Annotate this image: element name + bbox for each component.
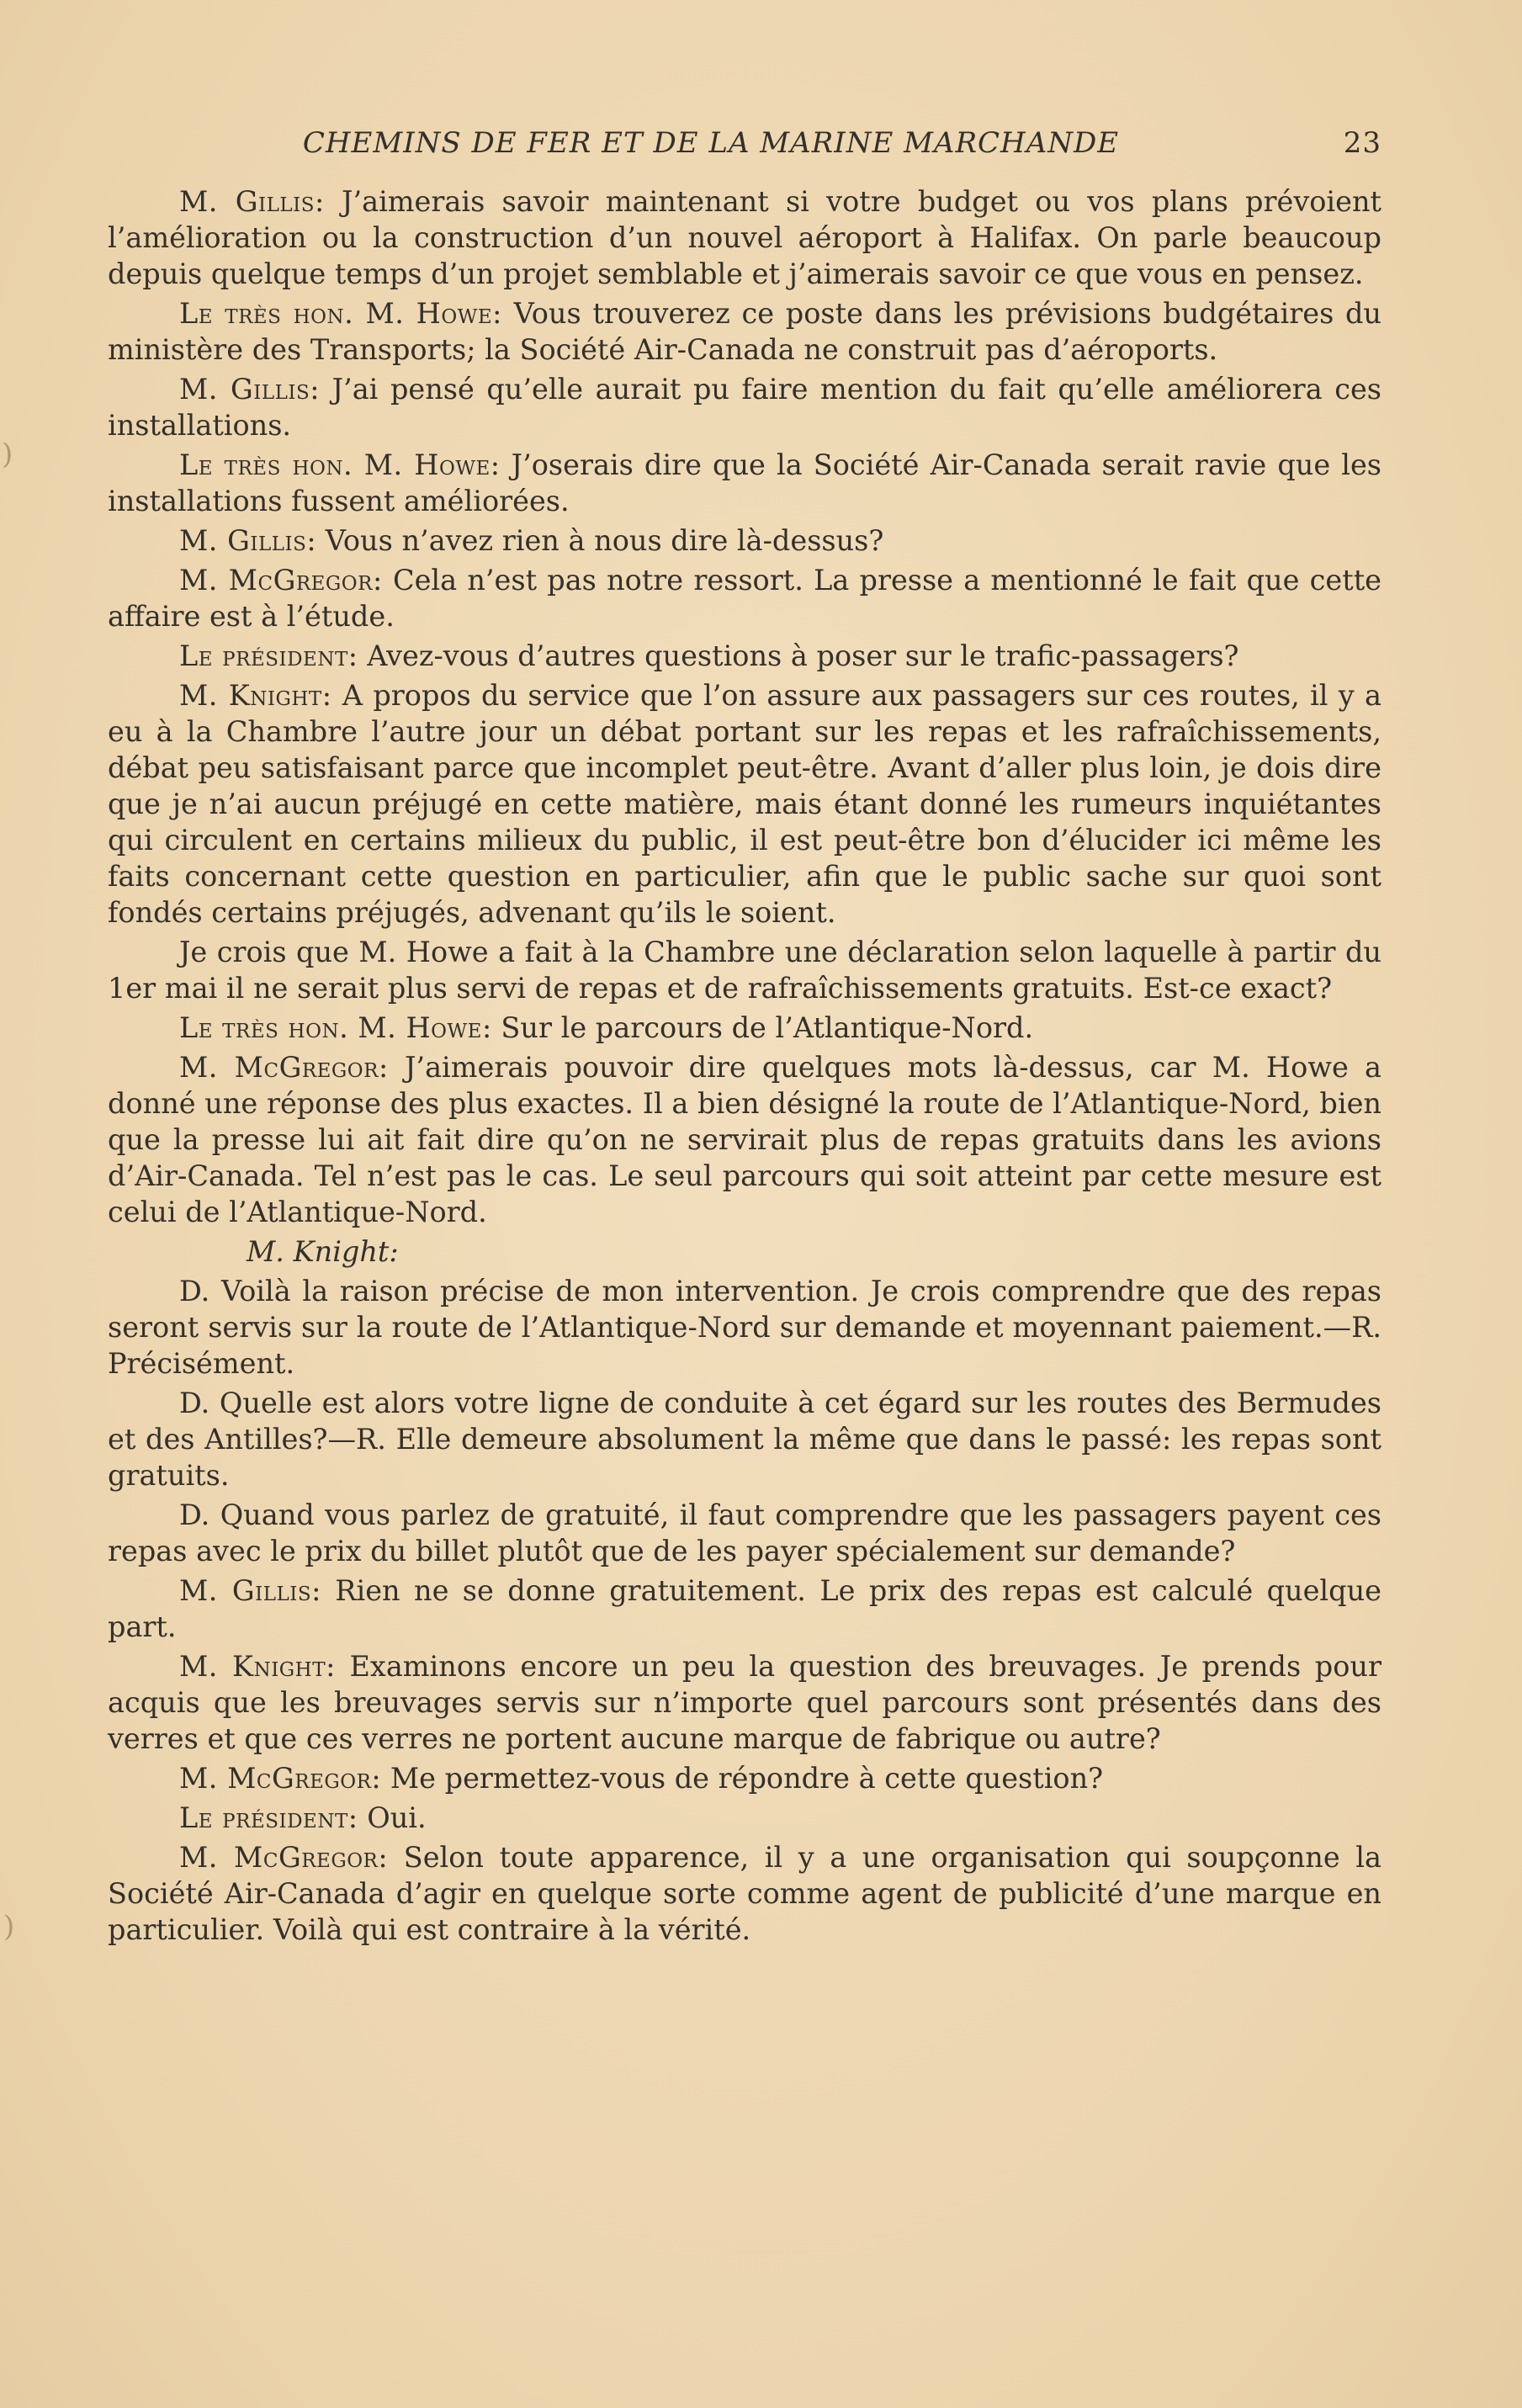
speaker-name: M. McGregor: (179, 1051, 389, 1084)
speaker-name: Le très hon. M. Howe: (179, 1011, 492, 1044)
paragraph (108, 447, 1381, 519)
paragraph-text: Examinons encore un peu la question des breuvages. Je prends pour acquis que les breuvages servis sur n’importe quel parcours sont présentés dans des verres et que ces verres ne portent aucune marque de fabrique ou autre? (108, 1650, 1381, 1755)
paragraph-text: Avez-vous d’autres questions à poser sur le trafic-passagers? (358, 639, 1239, 672)
paragraph (108, 677, 1381, 931)
paragraph-text: Je crois que M. Howe a fait à la Chambre une déclaration selon laquelle à partir du 1er mai il ne serait plus servi de repas et de rafraîchissements gratuits. Est-ce exact? (108, 936, 1381, 1005)
paragraph-text: D. Quelle est alors votre ligne de conduite à cet égard sur les routes des Bermudes et des Antilles?—R. Elle demeure absolument la même que dans le passé: les repas sont gratuits. (108, 1387, 1381, 1492)
running-title: CHEMINS DE FER ET DE LA MARINE MARCHANDE (302, 126, 1120, 160)
speaker-name: M. McGregor: (179, 1841, 389, 1874)
speaker-name: M. McGregor: (179, 564, 383, 597)
document-body (108, 183, 1381, 1948)
paragraph (108, 1273, 1381, 1382)
paragraph (108, 638, 1381, 674)
paragraph-text: Cela n’est pas notre ressort. La presse a mentionné le fait que cette affaire est à l’étude. (108, 564, 1381, 633)
page-number: 23 (1343, 126, 1381, 160)
qa-list (108, 1273, 1381, 1948)
paragraph-text: Oui. (358, 1801, 427, 1834)
paragraph-text: Vous trouverez ce poste dans les prévisions budgétaires du ministère des Transports; la Société Air-Canada ne construit pas d’aéroports. (108, 297, 1381, 366)
page-header (108, 126, 1381, 168)
speaker-name: M. Gillis: (179, 185, 325, 218)
paragraph (108, 934, 1381, 1006)
paragraph (108, 1497, 1381, 1569)
paragraph-text: Rien ne se donne gratuitement. Le prix des repas est calculé quelque part. (108, 1574, 1381, 1643)
paragraph-text: Sur le parcours de l’Atlantique-Nord. (491, 1011, 1034, 1044)
margin-mark: ) (3, 1910, 15, 1944)
paragraph (108, 371, 1381, 443)
speaker-name: M. McGregor: (179, 1762, 382, 1795)
paragraph-text: Me permettez-vous de répondre à cette question? (381, 1762, 1104, 1795)
paragraph-text: Selon toute apparence, il y a une organisation qui soupçonne la Société Air-Canada d’agir en quelque sorte comme agent de publicité d’une marque en particulier. Voilà qui est contraire à la vérité. (108, 1841, 1381, 1946)
paragraph (108, 522, 1381, 559)
paragraph-text: D. Quand vous parlez de gratuité, il faut comprendre que les passagers payent ces repas avec le prix du billet plutôt que de les payer spécialement sur demande? (108, 1498, 1381, 1567)
speaker-name: Le président: (179, 639, 358, 672)
speaker-name: M. Knight: (179, 679, 332, 712)
paragraph (108, 295, 1381, 368)
paragraph (108, 562, 1381, 634)
paragraph (108, 1010, 1381, 1046)
margin-mark: ) (2, 438, 13, 471)
paragraph-text: J’aimerais savoir maintenant si votre budget ou vos plans prévoient l’amélioration ou la construction d’un nouvel aéroport à Halifax. On parle beaucoup depuis quelque temps d’un projet semblable et j’aimerais savoir ce que vous en pensez. (108, 185, 1381, 290)
paragraph (108, 1760, 1381, 1796)
speaker-name: Le très hon. M. Howe: (179, 448, 501, 481)
paragraph-list (108, 183, 1381, 1230)
paragraph-text: A propos du service que l’on assure aux passagers sur ces routes, il y a eu à la Chambre l’autre jour un débat portant sur les repas et les rafraîchissements, débat peu satisfaisant parce que incomplet peut-être. Avant d’aller plus loin, je dois dire que je n’ai aucun préjugé en cette matière, mais étant donné les rumeurs inquiétantes qui circulent en certains milieux du public, il est peut-être bon d’élucider ici même les faits concernant cette question en particulier, afin que le public sache sur quoi sont fondés certains préjugés, advenant qu’ils le soient. (108, 679, 1381, 929)
speaker-name: M. Knight: (179, 1650, 336, 1683)
paragraph (108, 183, 1381, 292)
paragraph (108, 1648, 1381, 1757)
paragraph (108, 1839, 1381, 1948)
speaker-name: M. Gillis: (179, 1574, 321, 1607)
paragraph-text: J’oserais dire que la Société Air-Canada serait ravie que les installations fussent améliorées. (108, 448, 1381, 517)
paragraph-text: J’ai pensé qu’elle aurait pu faire mention du fait qu’elle améliorera ces installations. (108, 373, 1382, 442)
paragraph-text: J’aimerais pouvoir dire quelques mots là-dessus, car M. Howe a donné une réponse des plus exactes. Il a bien désigné la route de l’Atlantique-Nord, bien que la presse lui ait fait dire qu’on ne servirait plus de repas gratuits dans les avions d’Air-Canada. Tel n’est pas le cas. Le seul parcours qui soit atteint par cette mesure est celui de l’Atlantique-Nord. (108, 1051, 1382, 1228)
qa-heading: M. Knight: (247, 1235, 399, 1268)
speaker-name: M. Gillis: (179, 373, 321, 406)
paragraph (108, 1800, 1381, 1836)
speaker-name: Le président: (179, 1801, 358, 1834)
paragraph (108, 1573, 1381, 1645)
speaker-name: Le très hon. M. Howe: (179, 297, 502, 330)
document-page (108, 126, 1381, 1951)
paragraph-text: D. Voilà la raison précise de mon intervention. Je crois comprendre que des repas seront servis sur la route de l’Atlantique-Nord sur demande et moyennant paiement.—R. Précisément. (108, 1275, 1381, 1380)
paragraph-text: Vous n’avez rien à nous dire là-dessus? (316, 524, 884, 557)
paragraph (108, 1049, 1381, 1230)
paragraph (108, 1385, 1381, 1493)
speaker-name: M. Gillis: (179, 524, 317, 557)
